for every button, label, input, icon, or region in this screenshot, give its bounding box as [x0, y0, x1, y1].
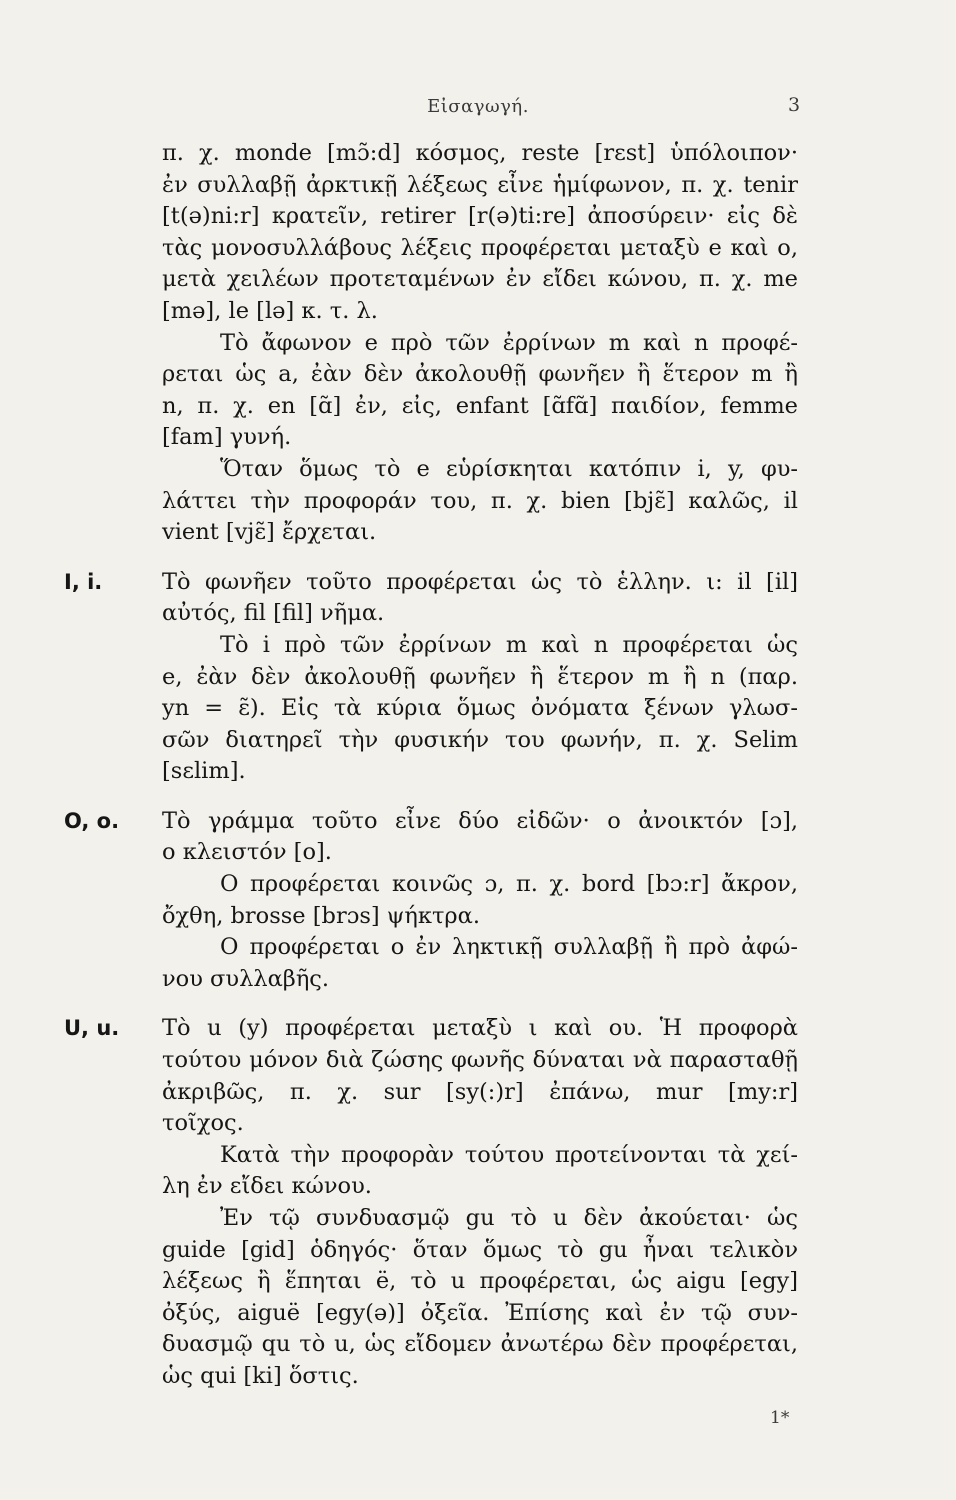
line-text: π. χ. monde [mɔ̃:d] κόσμος, reste [rɛst] ὑπόλοιπον· — [162, 140, 798, 166]
text-line — [162, 1298, 798, 1330]
line-text: αὐτός, fil [fil] νῆμα. — [162, 600, 385, 627]
text-line — [162, 1171, 798, 1203]
text-line — [162, 201, 798, 233]
text-line — [162, 422, 798, 454]
text-line — [162, 328, 798, 360]
line-text: ρεται ὡς a, ἐὰν δὲν ἀκολουθῇ φωνῆεν ἢ ἕτερον m ἢ — [162, 361, 798, 388]
text-line — [162, 901, 798, 933]
text-line — [162, 233, 798, 265]
text-line — [162, 296, 798, 328]
line-text: n, π. χ. en [ɑ̃] ἐν, εἰς, enfant [ɑ̃fɑ̃] παιδίον, femme — [162, 392, 798, 419]
line-text: λέξεως ἢ ἕπηται ë, τὸ u προφέρεται, ὡς aigu [egy] — [162, 1268, 798, 1295]
line-text: σῶν διατηρεῖ τὴν φυσικήν του φωνήν, π. χ. Selim — [162, 726, 798, 753]
line-text: yn = ɛ̃). Εἰς τὰ κύρια ὅμως ὀνόματα ξένων γλωσ- — [162, 695, 798, 722]
text-line — [162, 1108, 798, 1140]
text-line — [162, 170, 798, 202]
line-text: ὀξύς, aiguë [egy(ə)] ὀξεῖα. Ἐπίσης καὶ ἐν τῷ συν- — [162, 1299, 798, 1326]
text-line — [162, 756, 798, 788]
line-text: ὡς qui [ki] ὅστις. — [162, 1362, 359, 1389]
section-gap — [162, 788, 798, 806]
line-text: O προφέρεται κοινῶς ɔ, π. χ. bord [bɔ:r] ἄκρον, — [220, 871, 798, 898]
text-line — [162, 598, 798, 630]
text-line — [162, 869, 798, 901]
line-text: Τὸ i πρὸ τῶν ἐρρίνων m καὶ n προφέρεται ὡς — [220, 631, 798, 658]
text-line — [162, 454, 798, 486]
text-line — [162, 1203, 798, 1235]
line-text: μετὰ χειλέων προτεταμένων ἐν εἴδει κώνου, π. χ. me — [162, 266, 798, 293]
line-text: τὰς μονοσυλλάβους λέξεις προφέρεται μεταξὺ e καὶ o, — [162, 234, 798, 261]
text-line — [162, 725, 798, 757]
line-text: Ὅταν ὅμως τὸ e εὑρίσκηται κατόπιν i, y, φυ- — [220, 455, 798, 482]
text-line — [162, 932, 798, 964]
section-gap — [162, 549, 798, 567]
signature-mark: 1* — [770, 1408, 790, 1428]
line-text: ὄχθη, brosse [brɔs] ψήκτρα. — [162, 902, 480, 929]
letter-heading: O, o. — [64, 808, 120, 833]
line-text: guide [gid] ὁδηγός· ὅταν ὅμως τὸ gu ἦναι τελικὸν — [162, 1236, 798, 1263]
line-text: [t(ə)ni:r] κρατεῖν, retirer [r(ə)ti:re] ἀποσύρειν· εἰς δὲ — [162, 203, 798, 230]
line-text: δυασμῷ qu τὸ u, ὡς εἴδομεν ἀνωτέρω δὲν προφέρεται, — [162, 1331, 798, 1358]
text-line — [162, 693, 798, 725]
letter-heading: I, i. — [64, 569, 103, 594]
text-line — [64, 806, 798, 838]
text-line — [162, 964, 798, 996]
text-line — [162, 662, 798, 694]
text-line — [162, 138, 798, 170]
line-text: [sɛlim]. — [162, 758, 246, 785]
text-line — [162, 517, 798, 549]
line-text: o κλειστόν [o]. — [162, 839, 332, 866]
body-text — [64, 138, 798, 1393]
text-line — [162, 264, 798, 296]
line-text: τούτου μόνον διὰ ζώσης φωνῆς δύναται νὰ παρασταθῇ — [162, 1047, 798, 1074]
line-text: Τὸ u (y) προφέρεται μεταξὺ ι καὶ ου. Ἡ προφορὰ — [162, 1015, 798, 1042]
line-text: [mə], le [lə] κ. τ. λ. — [162, 297, 378, 324]
line-text: e, ἐὰν δὲν ἀκολουθῇ φωνῆεν ἢ ἕτερον m ἢ n (παρ. — [162, 663, 798, 690]
line-text: Τὸ φωνῆεν τοῦτο προφέρεται ὡς τὸ ἑλλην. ι: il [il] — [162, 568, 798, 595]
text-line — [162, 359, 798, 391]
line-text: O προφέρεται o ἐν ληκτικῇ συλλαβῇ ἢ πρὸ ἀφώ- — [220, 934, 798, 961]
line-text: λάττει τὴν προφοράν του, π. χ. bien [bjɛ̃] καλῶς, il — [162, 487, 798, 514]
text-line — [162, 1045, 798, 1077]
text-line — [162, 1140, 798, 1172]
text-line — [162, 486, 798, 518]
line-text: Τὸ ἄφωνον e πρὸ τῶν ἐρρίνων m καὶ n προφέ- — [220, 329, 798, 356]
text-line — [64, 567, 798, 599]
letter-heading: U, u. — [64, 1016, 120, 1041]
line-text: Κατὰ τὴν προφορὰν τούτου προτείνονται τὰ χεί- — [220, 1141, 798, 1168]
running-head: Εἰσαγωγή. — [427, 96, 529, 117]
page-number: 3 — [788, 94, 801, 116]
text-line — [162, 1266, 798, 1298]
text-line — [162, 1329, 798, 1361]
line-text: vient [vjɛ̃] ἔρχεται. — [162, 519, 377, 546]
line-text: ἀκριβῶς, π. χ. sur [sy(:)r] ἐπάνω, mur [my:r] — [162, 1078, 798, 1105]
text-line — [162, 1235, 798, 1267]
line-text: ἐν συλλαβῇ ἀρκτικῇ λέξεως εἶνε ἡμίφωνον, π. χ. tenir — [162, 171, 798, 198]
text-line — [64, 1013, 798, 1045]
text-line — [162, 1361, 798, 1393]
line-text: Τὸ γράμμα τοῦτο εἶνε δύο εἰδῶν· o ἀνοικτόν [ɔ], — [162, 807, 798, 834]
line-text: τοῖχος. — [162, 1110, 244, 1137]
line-text: λη ἐν εἴδει κώνου. — [162, 1173, 372, 1200]
line-text: [fam] γυνή. — [162, 424, 292, 451]
text-line — [162, 391, 798, 423]
text-line — [162, 837, 798, 869]
line-text: νου συλλαβῆς. — [162, 965, 330, 992]
text-line — [162, 1077, 798, 1109]
line-text: Ἐν τῷ συνδυασμῷ gu τὸ u δὲν ἀκούεται· ὡς — [220, 1205, 798, 1231]
text-line — [162, 630, 798, 662]
section-gap — [162, 995, 798, 1013]
